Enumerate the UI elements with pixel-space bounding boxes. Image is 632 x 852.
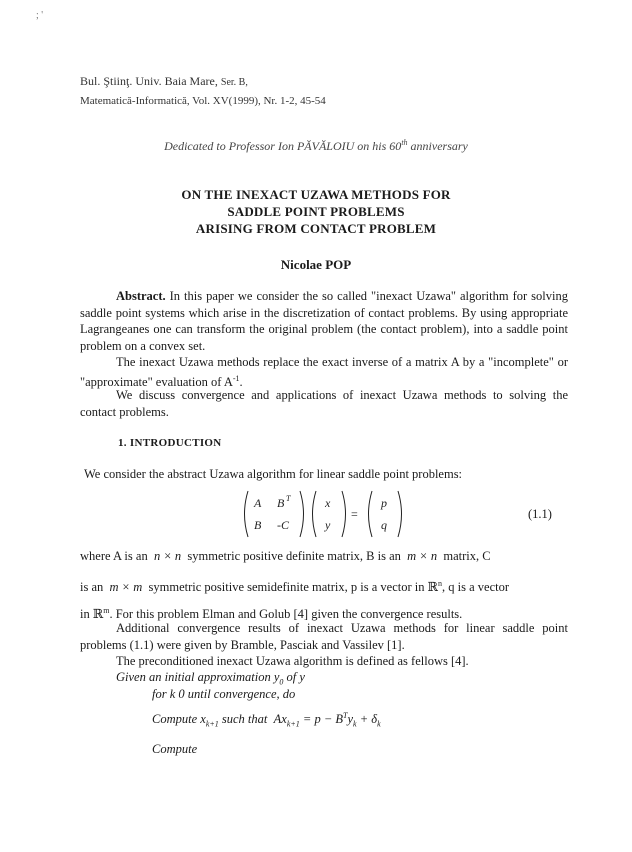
matrix-minus-c: -C [277, 518, 289, 532]
body-paragraph-5: The preconditioned inexact Uzawa algorithm is defined as fellows [4]. [116, 654, 469, 668]
equation-1-1 [240, 488, 410, 540]
body-line-2: is an m × m symmetric positive semidefinite matrix, p is a vector in ℝ$^n$, q is a vector [80, 579, 510, 595]
abstract-paragraph-3: We discuss convergence and applications of inexact Uzawa methods to solving the contact problems. [80, 388, 568, 419]
rhs-p: p [381, 496, 387, 510]
section-heading: 1. INTRODUCTION [118, 437, 222, 449]
abstract-paragraph-2: The inexact Uzawa methods replace the exact inverse of a matrix A by a "incomplete" or "approximate" evaluation of $A^{-1}$. [80, 355, 568, 389]
algorithm-line-4: Compute [152, 742, 198, 756]
paper-title [0, 186, 632, 237]
abstract-label: Abstract. [116, 289, 166, 303]
matrix-right-paren [300, 491, 304, 537]
vector-y: y [325, 518, 331, 532]
author-name: Nicolae POP [280, 257, 352, 272]
vector-left-paren [313, 491, 317, 537]
journal-line-1: Bul. Ştiinţ. Univ. Baia Mare, Ser. B, [80, 74, 248, 88]
journal-series: Ser. B, [220, 77, 248, 88]
equation-number: (1.1) [528, 507, 552, 521]
title-line-3: ARISING FROM CONTACT PROBLEM [195, 221, 437, 236]
body-paragraph-4: Additional convergence results of inexact Uzawa methods for linear saddle point problems (1.1) were given by Bramble, Pasciak and Vassilev [1]. [80, 621, 568, 652]
intro-sentence: We consider the abstract Uzawa algorithm for linear saddle point problems: [84, 467, 463, 481]
matrix-bt-sup: T [286, 494, 291, 503]
journal-line-2: Matematică-Informatică, Vol. XV(1999), Nr. 1-2, 45-54 [80, 95, 326, 107]
dedication: Dedicated to Professor Ion PĂVĂLOIU on his 60th anniversary [164, 138, 468, 153]
corner-mark: ; ' [36, 10, 44, 21]
rhs-q: q [381, 518, 387, 532]
matrix-a: A [254, 496, 262, 510]
algorithm-line-3: Compute $x_{k+1}$ such that $Ax_{k+1} = p - B^Ty_k + \delta_k$ [152, 711, 381, 729]
rhs-right-paren [398, 491, 402, 537]
equals-sign: = [351, 507, 358, 521]
vector-right-paren [342, 491, 346, 537]
abstract-paragraph-1: Abstract. In this paper we consider the so called "inexact Uzawa" algorithm for solving saddle point systems which arise in the discretization of contact problems. By using appropriate Lagrangeanes one can transform the original problem (the contact problem), into a saddle point problem on a convex set. [80, 289, 568, 353]
journal-reference [80, 72, 326, 110]
vector-x: x [325, 496, 331, 510]
algorithm-line-2: for k 0 until convergence, do [152, 687, 296, 701]
algorithm-line-1: Given an initial approximation $y_0$ of y [116, 670, 305, 687]
matrix-left-paren [245, 491, 249, 537]
title-line-1: ON THE INEXACT UZAWA METHODS FOR [181, 187, 451, 202]
body-line-3: in ℝ$^m$. For this problem Elman and Golub [4] given the convergence results. [80, 606, 463, 622]
rhs-left-paren [369, 491, 373, 537]
matrix-bt: B [277, 496, 285, 510]
body-line-1: where A is an n × n symmetric positive definite matrix, B is an m × n matrix, C [80, 549, 491, 563]
matrix-b: B [254, 518, 262, 532]
title-line-2: SADDLE POINT PROBLEMS [227, 204, 405, 219]
